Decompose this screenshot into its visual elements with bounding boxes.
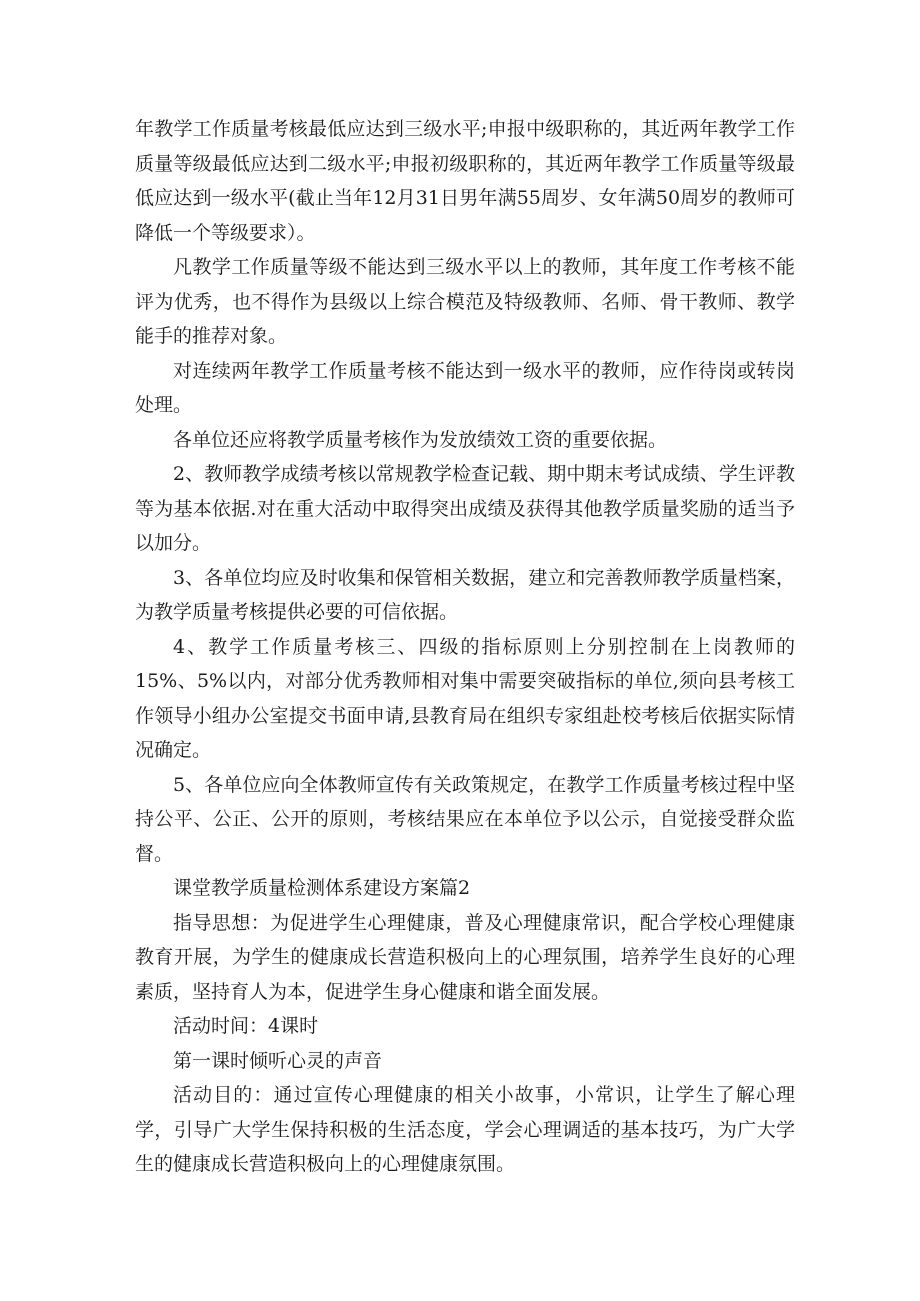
paragraph: 对连续两年教学工作质量考核不能达到一级水平的教师，应作待岗或转岗处理。 — [135, 359, 795, 416]
document-body — [135, 112, 795, 1182]
subsection-heading: 第一课时倾听心灵的声音 — [173, 1049, 383, 1072]
paragraph-continuation: 年教学工作质量考核最低应达到三级水平;申报中级职称的，其近两年教学工作质量等级最低应达到二级水平;申报初级职称的，其近两年教学工作质量等级最低应达到一级水平(截止当年12月31日男年满55周岁、女年满50周岁的教师可降低一个等级要求）。 — [135, 118, 795, 244]
paragraph: 指导思想：为促进学生心理健康，普及心理健康常识，配合学校心理健康教育开展，为学生的健康成长营造积极向上的心理氛围，培养学生良好的心理素质，坚持育人为本，促进学生身心健康和谐全面发展。 — [135, 911, 795, 1003]
paragraph: 3、各单位均应及时收集和保管相关数据，建立和完善教师教学质量档案，为教学质量考核提供必要的可信依据。 — [135, 566, 795, 623]
paragraph: 活动目的：通过宣传心理健康的相关小故事，小常识，让学生了解心理学，引导广大学生保持积极的生活态度，学会心理调适的基本技巧，为广大学生的健康成长营造积极向上的心理健康氛围。 — [135, 1084, 795, 1175]
paragraph: 5、各单位应向全体教师宣传有关政策规定，在教学工作质量考核过程中坚持公平、公正、公开的原则，考核结果应在本单位予以公示，自觉接受群众监督。 — [135, 773, 795, 865]
section-heading: 课堂教学质量检测体系建设方案篇2 — [173, 877, 471, 899]
paragraph: 4、教学工作质量考核三、四级的指标原则上分别控制在上岗教师的15%、5%以内，对部分优秀教师相对集中需要突破指标的单位,须向县考核工作领导小组办公室提交书面申请,县教育局在组织专家组赴校考核后依据实际情况确定。 — [135, 635, 795, 761]
paragraph: 各单位还应将教学质量考核作为发放绩效工资的重要依据。 — [173, 428, 668, 451]
paragraph: 2、教师教学成绩考核以常规教学检查记载、期中期末考试成绩、学生评教等为基本依据.对在重大活动中取得突出成绩及获得其他教学质量奖励的适当予以加分。 — [135, 463, 795, 554]
paragraph: 凡教学工作质量等级不能达到三级水平以上的教师，其年度工作考核不能评为优秀，也不得作为县级以上综合模范及特级教师、名师、骨干教师、教学能手的推荐对象。 — [135, 256, 795, 347]
paragraph: 活动时间：4课时 — [173, 1015, 319, 1037]
